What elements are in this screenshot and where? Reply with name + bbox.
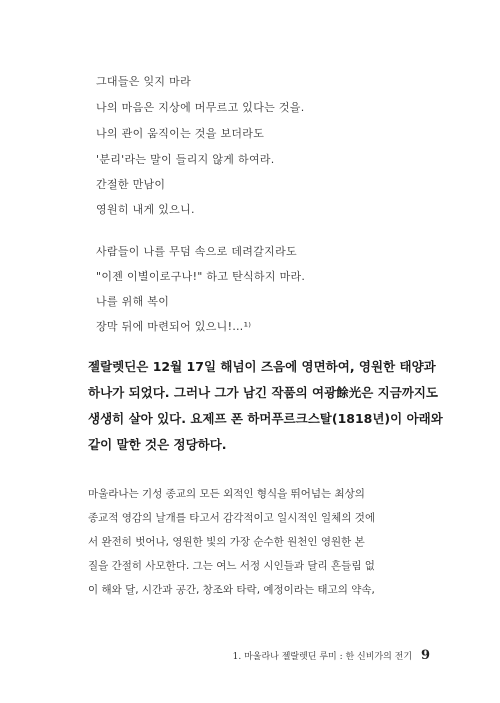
poem-line: "이젠 이별이로구나!" 하고 탄식하지 마라. — [96, 270, 306, 283]
page-footer — [233, 648, 430, 663]
prose-line: 하나가 되었다. 그러나 그가 남긴 작품의 여광餘光은 지금까지도 — [88, 385, 439, 400]
page-number: 9 — [420, 648, 430, 663]
poem-line: 나를 위해 복이 — [96, 295, 170, 308]
quote-line: 질을 간절히 사모한다. 그는 여느 서정 시인들과 달리 흔들림 없 — [88, 560, 375, 572]
quote-line: 서 완전히 벗어나, 영원한 빛의 가장 순수한 원천인 영원한 본 — [88, 536, 365, 548]
quote-line: 종교적 영감의 날개를 타고서 감각적이고 일시적인 일체의 것에 — [88, 512, 376, 524]
poem-line: 그대들은 잊지 마라 — [96, 75, 192, 88]
quote-line: 마울라나는 기성 종교의 모든 외적인 형식을 뛰어넘는 최상의 — [88, 488, 365, 500]
poem-line: 나의 관이 움직이는 것을 보더라도 — [96, 127, 265, 140]
poem-line: 사람들이 나를 무덤 속으로 데려갈지라도 — [96, 245, 297, 258]
poem-line: 간절한 만남이 — [96, 178, 166, 191]
prose-line: 같이 말한 것은 정당하다. — [88, 437, 227, 452]
poem-line: 나의 마음은 지상에 머무르고 있다는 것을. — [96, 101, 305, 114]
prose-line: 젤랄렛딘은 12월 17일 해넘이 즈음에 영면하여, 영원한 태양과 — [88, 359, 436, 374]
poem-line: 영원히 내게 있으니. — [96, 203, 195, 216]
quote-line: 이 해와 달, 시간과 공간, 창조와 타락, 예정이라는 태고의 약속, — [88, 584, 375, 596]
poem-line: '분리'라는 말이 들리지 않게 하여라. — [96, 153, 275, 166]
prose-line: 생생히 살아 있다. 요제프 폰 하머푸르크스탈(1818년)이 아래와 — [88, 411, 443, 426]
poem-line: 장막 뒤에 마련되어 있으니!…¹⁾ — [96, 320, 252, 333]
running-head: 1. 마울라나 젤랄렛딘 루미 : 한 신비가의 전기 — [232, 652, 413, 662]
